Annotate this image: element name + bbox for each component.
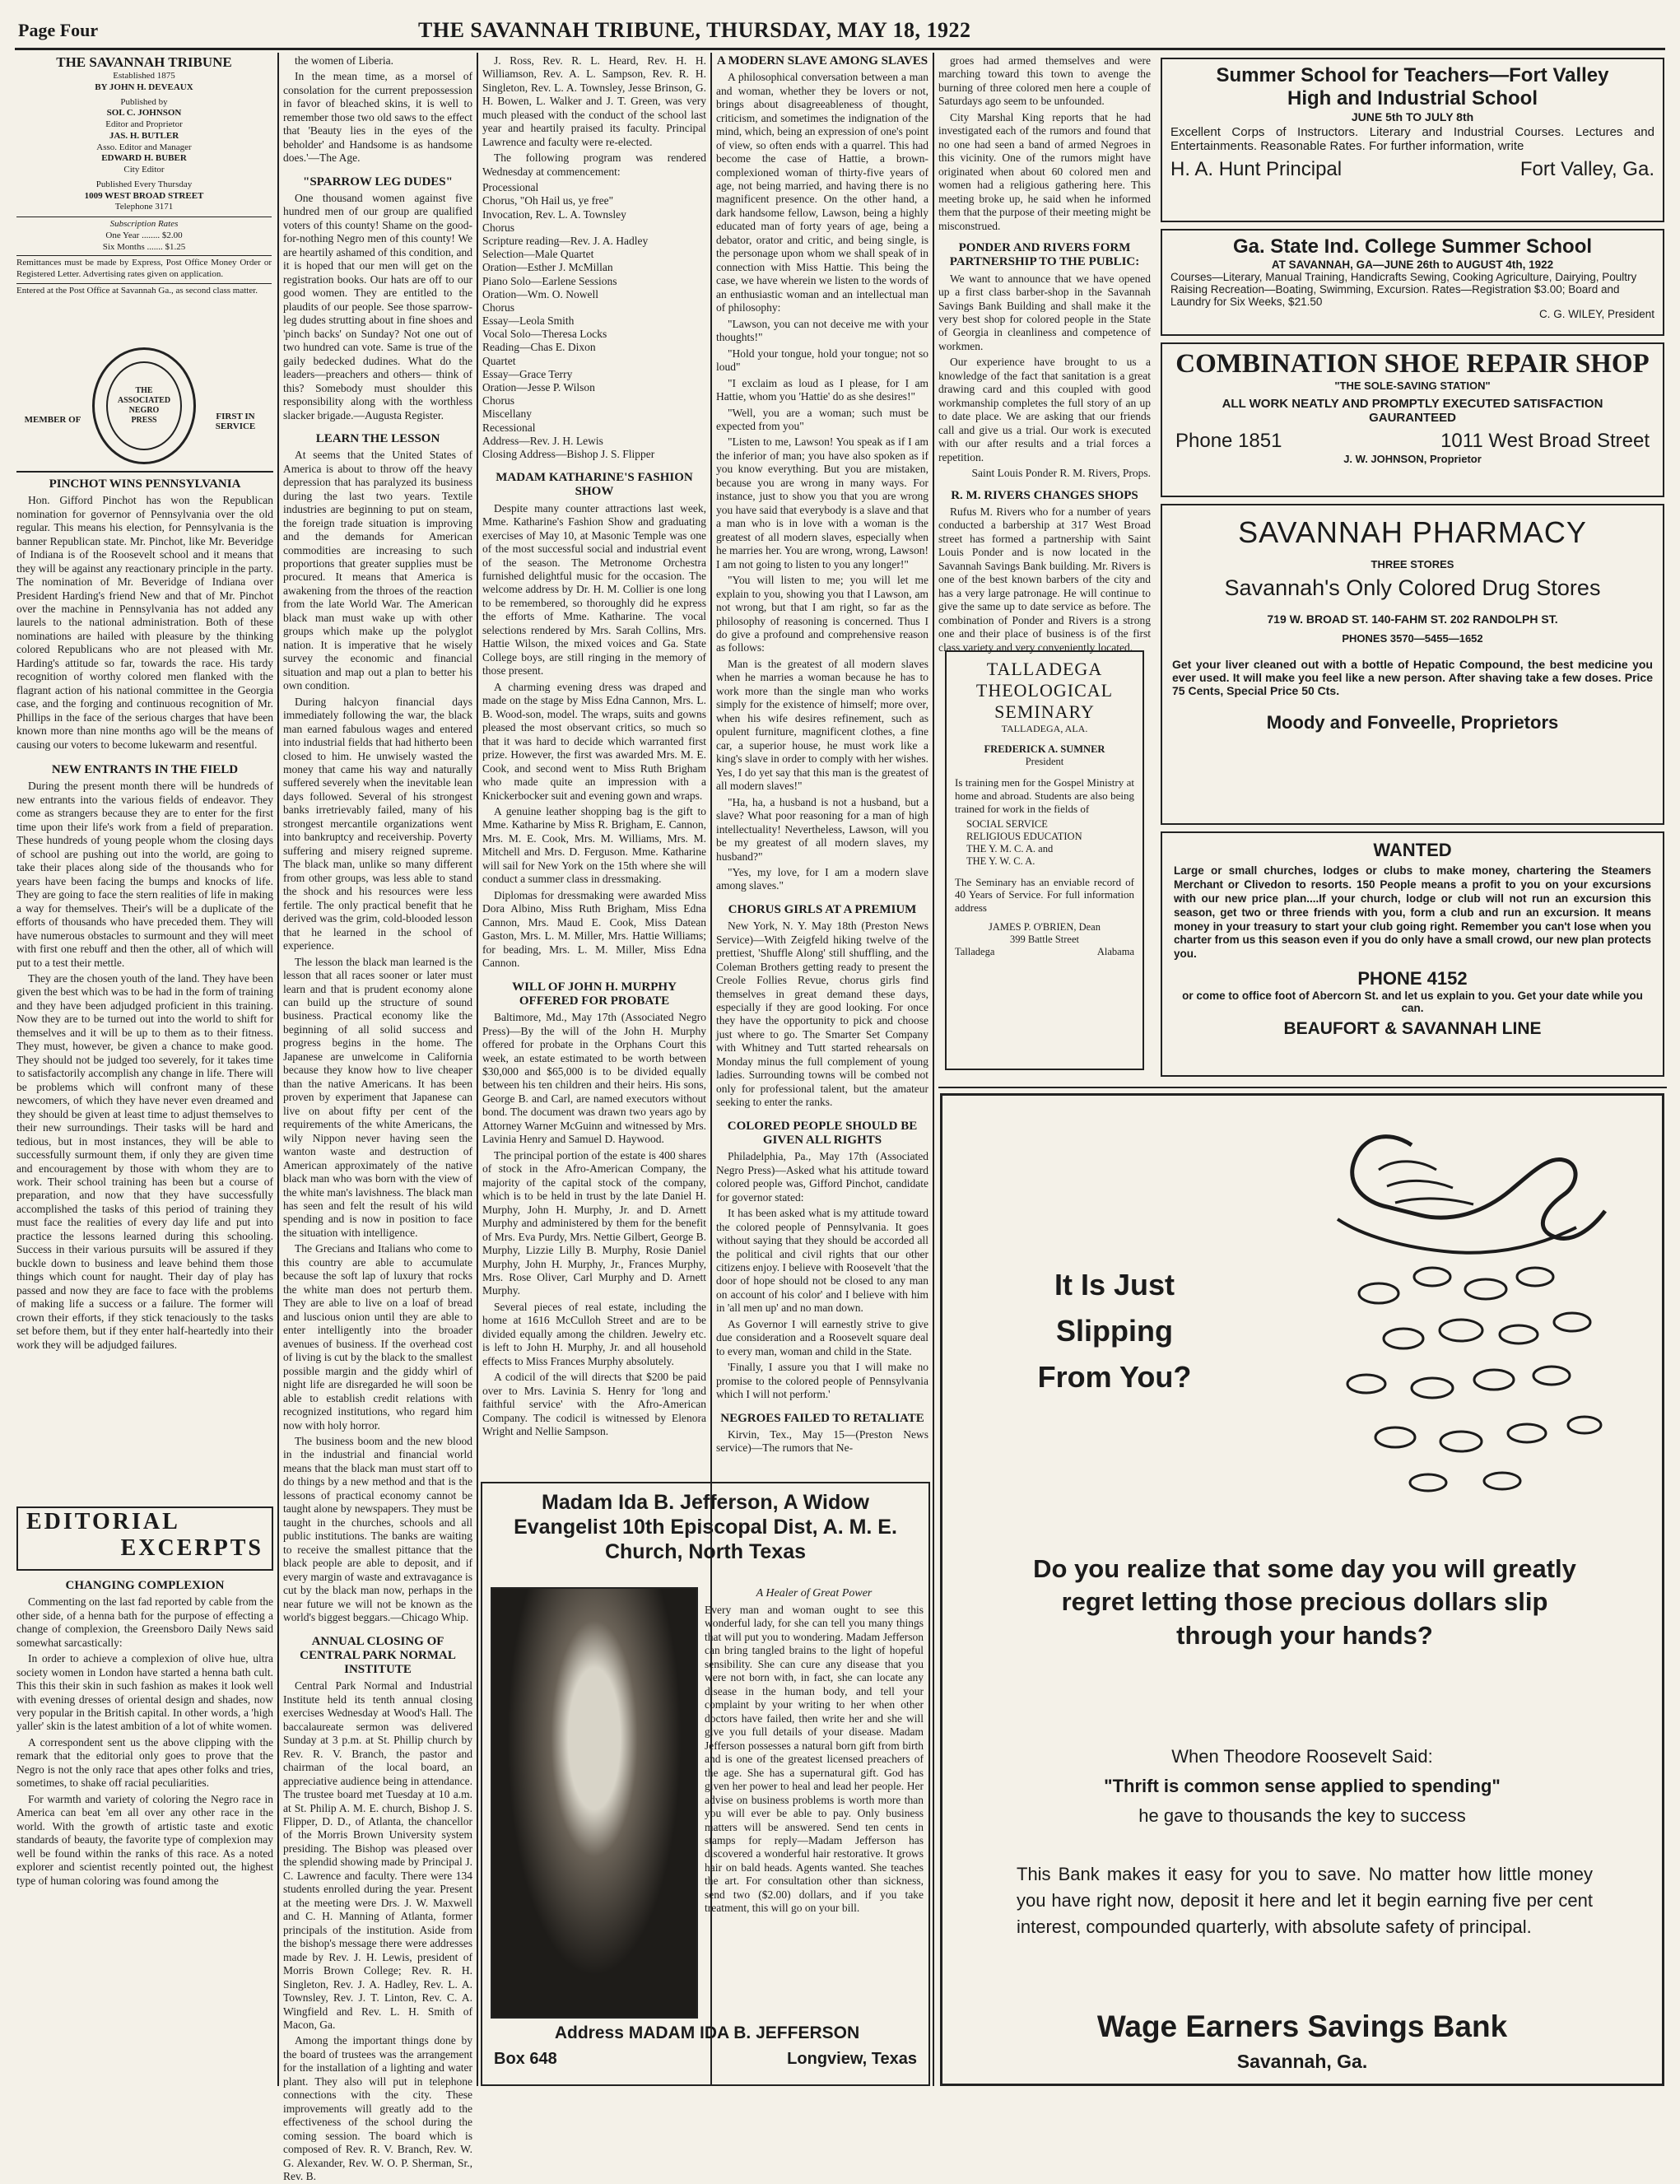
seal-left-label: MEMBER OF xyxy=(24,415,81,425)
pharmacy-owners: Moody and Fonveelle, Proprietors xyxy=(1266,712,1559,733)
editorial-excerpts-banner xyxy=(16,1506,273,1571)
talladega-dean: JAMES P. O'BRIEN, Dean xyxy=(989,921,1101,934)
article-paragraph: Man is the greatest of all modern slaves when he marries a woman because he has to work more than the single man who works simply for the existence of himself; more over, when his wife desires refinement, such as opulent furniture, magnificent clothes, a fine car, a superior house, he must work like a king's slave in order to comply with her wishes. Yes, I do yet say that this man is the greatest of all modern slaves!" xyxy=(716,657,928,793)
shoe-phone: Phone 1851 xyxy=(1175,430,1282,452)
article-paragraph: Among the important things done by the board of trustees was the arrangement for the installation of a lighting and water plant. They also will put in telephone connections with the city. These improvements will greatly add to the effectiveness of the school during the coming session. The board which is composed of Rev. R. V. Branch, Rev. W. G. Alexander, Rev. W. O. P. Sherman, Sr., Rev. B. xyxy=(283,2034,472,2183)
talladega-field: SOCIAL SERVICE xyxy=(966,817,1048,830)
program-item: Processional xyxy=(482,181,539,194)
program-item: Chorus xyxy=(482,300,515,314)
article-paragraph: Hon. Gifford Pinchot has won the Republican nomination for governor of Pennsylvania over the old regular. This means his election, for Pennsylvania is the banner Republican state. Mr. Pinchot, like Mr. Beveridge of Indiana is of the Roosevelt school and it means that they will be against any reactionary principle in the party. The nomination of Mr. Beveridge of Indiana over President Harding's friend New and that of Mr. Pinchot over the machine in Pennsylvania has not added any laurels to the national administration. Both of these nominations are hailed with pleasure by the thinking colored Republicans who are not pleased with Mr. Harding's attitude so far, towards the race. His tardy recognition of worthy colored men flanked with the flagrant action of his national committee in the Georgia case, and the forging and continuous recognition of Mr. Phillips in the face of the serious charges that have been known more than nine months ago will be the means of causing our voters to become lukewarm and resentful. xyxy=(16,494,273,751)
program-list xyxy=(482,181,706,461)
masthead-line: Published by xyxy=(120,96,168,107)
article-title: MADAM KATHARINE'S FASHION SHOW xyxy=(496,471,693,499)
article-paragraph: "Well, you are a woman; such must be expected from you" xyxy=(716,406,928,432)
program-item: Invocation, Rev. L. A. Townsley xyxy=(482,207,626,221)
shoe-title: COMBINATION SHOE REPAIR SHOP xyxy=(1175,349,1650,379)
article-paragraph: "Yes, my love, for I am a modern slave among slaves." xyxy=(716,865,928,892)
talladega-street: 399 Battle Street xyxy=(1009,934,1079,946)
bank-quote-intro: When Theodore Roosevelt Said: xyxy=(1171,1746,1433,1767)
gastate-ad xyxy=(1161,229,1664,336)
article-paragraph: They are the chosen youth of the land. They have been given the best which was to be had in the form of training and they have been adjudged proficient in this training. Now they are to be turned out into the world to shift for themselves and it will be up to them as to their fitness. They must, however, be given a chance to make good. They should not be judged too severely, for it takes time to satisfactorily accomplish any change in life. There will be problems which will confront many of these newcomers, of which they have never even dreamed and they should be given at least time to adjust themselves to their new surroundings. Their tasks will be hard and tedious, but in most instances, they will be able to successfully surmount them, if only they are given time and encouragement by those with whom they are to work. Their school training has been but a course of preparation, and now that they have successfully accomplished the tasks of this period of training they must face the realities of every day life and put into practice the lessons learned during this schooling. Success in their various pursuits will be assured if they buckle down to business and leave behind them those things which count for naught. Their day of play has passed and now they are face to face with the problems of making life a success or a failure. The former will crown their efforts, if they stick tenaciously to the tasks set before them, but if they enter half-heartedly into their work they will be adjudged failures. xyxy=(16,971,273,1351)
article-paragraph: 'Finally, I assure you that I will make no promise to the colored people of Pennsylvania which I will not perform.' xyxy=(716,1361,928,1401)
fortvalley-city: Fort Valley, Ga. xyxy=(1519,158,1654,180)
seal-right-label: FIRST IN SERVICE xyxy=(215,412,256,431)
article-paragraph: "Ha, ha, a husband is not a husband, but a slave? What poor reasoning for a man of high intellectuality! Nevertheless, Lawson, will you be my greatest of all modern slaves, my husband?" xyxy=(716,795,928,863)
article-title: CHORUS GIRLS AT A PREMIUM xyxy=(728,902,917,916)
talladega-field: RELIGIOUS EDUCATION xyxy=(966,830,1082,842)
fortvalley-text: Excellent Corps of Instructors. Literary and Industrial Courses. Lectures and Entertainments. Reasonable Rates. For further information, write xyxy=(1170,125,1654,153)
pharmacy-addresses: 719 W. BROAD ST. 140-FAHM ST. 202 RANDOLPH ST. xyxy=(1267,612,1558,626)
masthead-line: SOL C. JOHNSON xyxy=(106,108,182,119)
bank-body: This Bank makes it easy for you to save. No matter how little money you have right now, deposit it here and let it begin earning five per cent interest, compounded quarterly, with absolute safety of principal. xyxy=(1017,1864,1593,1937)
bank-ad xyxy=(940,1093,1664,2086)
bank-quote: "Thrift is common sense applied to spending" xyxy=(1104,1776,1501,1796)
column-rule xyxy=(933,53,934,2086)
program-item: Address—Rev. J. H. Lewis xyxy=(482,434,603,447)
article-paragraph: Despite many counter attractions last week, Mme. Katharine's Fashion Show and graduating exercises of May 10, at Masonic Temple was one of the most successful social and industrial event of the season. The Metronome Orchestra furnished delightful music for the occasion. The welcome address by Dr. H. M. Collier is one long to be remembered, so thoroughly did he express the efforts of Mme. Katharine. The vocal selections rendered by Mrs. Sarah Collins, Mrs. Hattie Wilson, the mixed voices and Ga. State College boys, are still ringing in the memory of those present. xyxy=(482,501,706,678)
evangelist-portrait-icon xyxy=(491,1587,698,2019)
article-paragraph: New York, N. Y. May 18th (Preston News Service)—With Zeigfeld hiking twelve of the prettiest, 'Shuffle Along' still shuffling, and the Coleman Brothers getting ready to present the Creole Follies Revue, chorus girls find themselves in great demand these days, especially if they are good looking. For once they have the opportunity to pick and choose just where to go. The Smarter Set Company with Whitney and Tutt started rehearsals on Monday minus the full complement of young ladies. Surrounding towns will be combed not only for professional talent, but the amateur seeking to enter the ranks. xyxy=(716,920,928,1109)
article-title: PINCHOT WINS PENNSYLVANIA xyxy=(49,477,241,491)
masthead-line: JAS. H. BUTLER xyxy=(109,130,179,141)
jefferson-city: Longview, Texas xyxy=(787,2050,917,2068)
masthead-founder: BY JOHN H. DEVEAUX xyxy=(95,81,193,92)
jefferson-ad xyxy=(481,1482,930,2086)
jefferson-subtitle: A Healer of Great Power xyxy=(756,1587,873,1600)
program-item: Essay—Leola Smith xyxy=(482,314,575,328)
rate-line: One Year ........ $2.00 xyxy=(105,230,183,240)
fortvalley-title: Summer School for Teachers—Fort Valley xyxy=(1216,64,1609,86)
article-paragraph: During the present month there will be hundreds of new entrants into the various fields of endeavor. They come as strangers because they are to enter for the first time upon their life's work from a field of preparation. These hundreds of young people whom the closing days of school are pushing out into the world, are going to take their places along side of the thousands who for years have been facing the bumps and knocks of life. They are going to face the stern realities of life in making a way for themselves. Their's will be a duplicate of the efforts of thousands who have preceded them. They will have numerous obstacles to surmount and they will meet with first one rebuff and then the other, all of which will put to a test their mettle. xyxy=(16,780,273,969)
fortvalley-ad xyxy=(1161,58,1664,222)
article-title: NEW ENTRANTS IN THE FIELD xyxy=(51,763,239,777)
gastate-line: AT SAVANNAH, GA—JUNE 26th to AUGUST 4th, 1922 xyxy=(1271,258,1554,271)
program-item: Piano Solo—Earlene Sessions xyxy=(482,274,617,287)
article-title: PONDER AND RIVERS FORM PARTNERSHIP TO THE PUBLIC: xyxy=(949,241,1140,269)
article-paragraph: In the mean time, as a morsel of consolation for the current prepossession in favor of bleached skins, it is well to remember those two old saws to the effect that 'Beauty lies in the eyes of the beholder' and Handsome is as handsome does.'—The Age. xyxy=(283,70,472,165)
entered-notice: Entered at the Post Office at Savannah Ga., as second class matter. xyxy=(16,285,258,296)
program-item: Oration—Esther J. McMillan xyxy=(482,261,613,274)
col2-articles xyxy=(283,54,472,2183)
masthead-line: EDWARD H. BUBER xyxy=(101,153,187,164)
bank-city: Savannah, Ga. xyxy=(1236,2051,1368,2072)
wanted-phone: PHONE 4152 xyxy=(1357,968,1468,990)
jefferson-box: Box 648 xyxy=(494,2050,557,2068)
article-paragraph: The principal portion of the estate is 400 shares of stock in the Afro-American Company, the majority of the capital stock of the company, which is to be held in trust by the late Daniel H. Murphy, John H. Murphy, Jr. and D. Arnett Murphy and administered by them for the benefit of Mrs. Eva Purdy, Mrs. Nettie Gilbert, George B. Murphy, Lizzie Lilly B. Murphy, Rosie Daniel Murphy, John H. Murphy, Jr., Frances Murphy, Mrs. Rose Oliver, Carl Murphy and D. Arnett Murphy. xyxy=(482,1148,706,1297)
article-title: WILL OF JOHN H. MURPHY OFFERED FOR PROBATE xyxy=(512,980,677,1008)
article-paragraph: In order to achieve a complexion of olive hue, ultra society women in London have started a henna bath cult. This this their skin in such fashion as makes it look well with evening dresses of oriental design and shades, now very popular in the British capital. In other words, a 'high yaller' skin is the latest ambition of a lot of white women. xyxy=(16,1652,273,1733)
program-item: Scripture reading—Rev. J. A. Hadley xyxy=(482,234,649,247)
gastate-signature: C. G. WILEY, President xyxy=(1538,308,1654,320)
article-paragraph: The Grecians and Italians who come to this country are able to accumulate because the soft lap of luxury that rocks the white man does not perturb them. They are able to live on a loaf of bread and luscious onion until they are able to enter intelligently into the broader avenues of business. If the overhead cost of living is cut by the black to the smallest possible margin and the giddy whirl of night life are disregarded he will soon be able to establish credit relations with recognized institutions, who regard him now with holy horror. xyxy=(283,1242,472,1432)
program-item: Essay—Grace Terry xyxy=(482,367,573,380)
slogan-line: From You? xyxy=(1037,1359,1192,1394)
article-paragraph: A codicil of the will directs that $200 be paid over to Mrs. Lavinia S. Henry for 'long and faithful service' with the Afro-American Company. The codicil is witnessed by Elenora Wright and Nellie Sampson. xyxy=(482,1371,706,1438)
pharmacy-line: Savannah's Only Colored Drug Stores xyxy=(1224,575,1601,600)
press-seal xyxy=(16,346,272,469)
article-paragraph: A genuine leather shopping bag is the gift to Mme. Katharine by Miss R. Brigham, E. Cannon, Mrs. M. E. Cook, Mrs. M. Williams, Mrs. M. Mitchell and Mrs. D. Ferguson. Mme. Katharine will sail for New York on the 15th where she will conduct a summer class in dressmaking. xyxy=(482,804,706,886)
article-paragraph: Our experience have brought to us a knowledge of the fact that sanitation is a great drawing card and this coupled with good workmanship completes the full story of an up to date place. We are asking that our friends call and give us a trial. Our work is executed with our after results and a trial forces a repetition. xyxy=(938,356,1151,463)
article-paragraph: Saint Louis Ponder R. M. Rivers, Props. xyxy=(971,467,1151,480)
bank-headline: Do you realize that some day you will greatly regret letting those precious dollars slip through your hands? xyxy=(1033,1554,1576,1650)
shoe-repair-ad xyxy=(1161,342,1664,497)
article-title: COLORED PEOPLE SHOULD BE GIVEN ALL RIGHTS xyxy=(727,1119,918,1147)
shoe-owner: J. W. JOHNSON, Proprietor xyxy=(1343,453,1482,465)
slogan-line: Slipping xyxy=(1056,1313,1173,1348)
talladega-field: THE Y. M. C. A. and xyxy=(966,842,1054,855)
wanted-office: or come to office foot of Abercorn St. and let us explain to you. Get your date while you can. xyxy=(1182,990,1643,1015)
article-paragraph: Commenting on the last fad reported by cable from the other side, of a henna bath for the purpose of effecting a change of complexion, the Greensboro Daily News said somewhat sarcastically: xyxy=(16,1595,273,1649)
article-paragraph: The lesson the black man learned is the lesson that all races sooner or later must learn and that is prudent economy alone can build up the structure of sound business. Practical economy like the beginning of all solid success and progress begins in the home. The Japanese are unwelcome in California because they know how to live cheaper than the native Americans. It has been proven by experiment that Japanese can live on about fifty per cent of the requirements of the white Americans, the wily Nippon never having seen the wanton waste and destruction of American approximately of the native black man who was born with the view of the white man's lavishness. The black man has seen and felt the result of his wild spending and is now in position to face the situation with intelligence. xyxy=(283,955,472,1239)
masthead-line: Telephone 3171 xyxy=(114,202,174,212)
article-paragraph: Kirvin, Tex., May 15—(Preston News service)—The rumors that Ne- xyxy=(716,1427,928,1455)
article-paragraph: "Lawson, you can not deceive me with your thoughts!" xyxy=(716,317,928,344)
excerpts-heading: EXCERPTS xyxy=(120,1534,263,1561)
gastate-title: Ga. State Ind. College Summer School xyxy=(1232,235,1593,258)
article-paragraph: It has been asked what is my attitude toward the colored people of Pennsylvania. It goes without saying that they should be accorded all the political and civil rights that our other citizens enjoy. I believe with Roosevelt 'that the door of hope should not be closed to any man on account of his color' and I believe with him in 'all men up' and no man down. xyxy=(716,1207,928,1315)
masthead-name: THE SAVANNAH TRIBUNE xyxy=(56,54,232,70)
program-item: Oration—Wm. O. Nowell xyxy=(482,287,598,300)
article-paragraph: City Marshal King reports that he had investigated each of the rumors and found that no one had seen a band of armed Negroes in this vicinity. One of the rumors might have originated when about 60 colored men and women had a religious gathering here. This meeting broke up, he said when he informed them that the purpose of their meeting might be misconstrued. xyxy=(938,110,1151,232)
pharmacy-ad xyxy=(1161,504,1664,825)
article-paragraph: "I exclaim as loud as I please, for I am Hattie, whom you 'Hattie' do as she desires!" xyxy=(716,376,928,403)
remittance-notice: Remittances must be made by Express, Post Office Money Order or Registered Letter. Advertising rates given on application. xyxy=(16,258,272,279)
article-paragraph: "You will listen to me; you will let me explain to you, showing you that I Lawson, am not wrong, but that I am right, so far as the philosophy of reasoning is concerned. Thus I do give a profound and comprehensive reason as follows: xyxy=(716,574,928,654)
program-item: Recessional xyxy=(482,421,536,434)
bank-quote-after: he gave to thousands the key to success xyxy=(1138,1805,1466,1826)
program-item: Vocal Solo—Theresa Locks xyxy=(482,328,607,341)
column-rule xyxy=(277,53,279,2086)
wanted-text: Large or small churches, lodges or clubs to make money, chartering the Steamers Merchant or Clivedon to resorts. 150 People means a profit to you on your excursions with our new price plan....If your church, lodge or club will not run an excursion this season, get two or three friends with you, form a club and run an excursion. It means money in your treasury to start your club going right. Remember you can't lose when you charter from us this season even if you do only have a small crowd, our new plan protects you. xyxy=(1174,864,1651,961)
article-paragraph: One thousand women against five hundred men of our group are qualified voters of this county! Shame on the good-for-nothing Negro men of this county! We are heartily ashamed of this condition, and it is hoped that our men will get on the registration books. Our hats are off to our good women. They are entitled to the plaudits of our people. See those sparrow-leg dudes strutting about in fine shoes and 'pinch backs' on Sunday? Not one out of two hundred can vote. Same is true of the gaily bedecked dudines. What do the leaders—preachers and others— think of this? Somebody must shoulder this responsibility along with the worthless slacker brigade.—Augusta Register. xyxy=(283,192,472,421)
article-title: A MODERN SLAVE AMONG SLAVES xyxy=(716,54,928,68)
article-title: "SPARROW LEG DUDES" xyxy=(303,175,453,189)
article-title: CHANGING COMPLEXION xyxy=(65,1579,225,1592)
header-rule xyxy=(15,48,1665,50)
article-paragraph: Rufus M. Rivers who for a number of years conducted a barbership at 317 West Broad street has formed a partnership with Saint Louis Ponder and is now located in the Savannah Savings Bank building. Mr. Rivers is one of the best known barbers of the city and has a very large patronage. He will continue to give the same up to date service as before. The combination of Ponder and Rivers is a strong one and their place of business is of the first class variety and very conveniently located. xyxy=(938,505,1151,654)
divider xyxy=(16,471,273,473)
seal-text: THE ASSOCIATED NEGRO PRESS xyxy=(117,386,171,425)
pharmacy-title: SAVANNAH PHARMACY xyxy=(1238,515,1587,549)
fortvalley-dates: JUNE 5th TO JULY 8th xyxy=(1351,110,1474,123)
article-title: R. M. RIVERS CHANGES SHOPS xyxy=(951,488,1138,502)
program-item: Chorus xyxy=(482,221,515,234)
talladega-name: THEOLOGICAL xyxy=(975,680,1114,701)
article-paragraph: The following program was rendered Wednesday at commencement: xyxy=(482,151,706,178)
wanted-line: BEAUFORT & SAVANNAH LINE xyxy=(1283,1019,1542,1039)
article-paragraph: Several pieces of real estate, including the home at 1616 McCulloh Street and are to be divided equally among the children. Jewelry etc. is left to John H. Murphy, Jr. and all household effects to Miss Frances Murphy absolutely. xyxy=(482,1300,706,1367)
article-paragraph: the women of Liberia. xyxy=(295,54,393,67)
talladega-ad xyxy=(945,650,1144,1070)
article-paragraph: At seems that the United States of America is about to throw off the heavy depression that has paralyzed its business during the last two years. Textile industries are beginning to put on steam, the foreign trade situation is improving and the demands for American commodities are increasing to such proportions that greater supplies must be procured. It means that America is awakening from the throes of the reaction from the late World War. The American black man must wake up with other groups which make up the polyglot nation. It is imperative that he wisely survey the economic and financial situation and map out a plan to better his own condition. xyxy=(283,449,472,692)
divider xyxy=(938,1087,1667,1088)
program-item: Quartet xyxy=(482,354,516,367)
talladega-text: Is training men for the Gospel Ministry at home and abroad. Students are also being trained for work in the fields of xyxy=(955,776,1134,815)
talladega-state: Alabama xyxy=(1096,946,1134,958)
shoe-address: 1011 West Broad Street xyxy=(1440,430,1650,452)
program-item: Reading—Chas E. Dixon xyxy=(482,341,596,354)
bank-name: Wage Earners Savings Bank xyxy=(1096,2009,1508,2043)
rate-line: Six Months ....... $1.25 xyxy=(102,241,186,252)
hand-coins-icon xyxy=(1288,1112,1642,1499)
talladega-place: TALLADEGA, ALA. xyxy=(1001,723,1088,734)
jefferson-address: Address MADAM IDA B. JEFFERSON xyxy=(554,2023,860,2042)
program-item: Selection—Male Quartet xyxy=(482,248,594,261)
pharmacy-stores: THREE STORES xyxy=(1371,558,1454,570)
masthead-line: Asso. Editor and Manager xyxy=(96,142,192,152)
slogan-line: It Is Just xyxy=(1054,1268,1175,1302)
article-paragraph: Central Park Normal and Industrial Institute held its tenth annual closing exercises Wednesday at Wood's Hall. The baccalaureate sermon was delivered Sunday at 3 p.m. at St. Phillip church by Rev. R. V. Branch, the pastor and chairman of the local board, an appreciative audience being in attendance. The trustee board met Tuesday at 10 a.m. at St. Philip A. M. E. church, Bishop J. S. Flipper, D. D., of Atlanta, the chancellor of the Morris Brown University system presiding. The Bishop was pleased over the splendid showing made by Principal J. C. Lawrence and faculty. There were 134 students enrolled during the year. Present at the meeting were Drs. J. W. Maxwell and C. H. Manning of Atlanta, former principals of the institution. Aside from the bishop's message there were addresses made by Rev. J. H. Lewis, president of Morris Brown College; Rev. R. H. Singleton, Rev. J. A. Hadley, Rev. L. A. Townsley, Rev. J. T. Linton, Rev. C. A. Wingfield and Rev. L. H. Smith of Macon, Ga. xyxy=(283,1679,472,2031)
article-title: LEARN THE LESSON xyxy=(315,431,440,445)
page-number: Page Four xyxy=(18,20,99,40)
article-paragraph: A charming evening dress was draped and made on the stage by Miss Edna Cannon, Mrs. L. B. Wood-son, model. The wraps, suits and gowns pleased the most observant critics, so much so that it was hard to decide which warranted first prize. However, the first was awarded Mrs. M. E. Cook, and second went to Miss Ruth Brigham who made quite an impression with a Knickerbocker suit and evening gown and wraps. xyxy=(482,680,706,802)
talladega-field: THE Y. W. C. A. xyxy=(966,855,1035,867)
program-item: Closing Address—Bishop J. S. Flipper xyxy=(482,447,655,460)
article-paragraph: A philosophical conversation between a man and woman, whether they be lovers or not, brings about disagreeableness of thought, criticism, and sometimes the indignation of the mind, which, being an expression of one's point of view, so often ends with a quarrel. This had become the case of Hattie, a brown-complexioned woman of thirty-five years of age, not being married, and having there is no magnificent presence. On the other hand, a dark handsome fellow, Lawson, being a highly educated man of forty years of age, being a debator, orator and critic, and being single, is the personage upon whom we shall speak of in connection with Miss Hattie. This being the case, we have wherein we listen to the words of an enthusiastic woman and an intellectual man of philosophy: xyxy=(716,71,928,314)
shoe-line: ALL WORK NEATLY AND PROMPTLY EXECUTED SATISFACTION GAURANTEED xyxy=(1222,397,1603,425)
paper-title: THE SAVANNAH TRIBUNE, THURSDAY, MAY 18, 1922 xyxy=(418,18,971,42)
editorial-heading: EDITORIAL xyxy=(26,1509,180,1534)
wanted-ad xyxy=(1161,831,1664,1077)
article-paragraph: Philadelphia, Pa., May 17th (Associated Negro Press)—Asked what his attitude toward colored people was, Gifford Pinchot, candidate for governor stated: xyxy=(716,1150,928,1204)
program-item: Oration—Jesse P. Wilson xyxy=(482,381,595,394)
talladega-name: TALLADEGA xyxy=(986,659,1103,679)
bank-slogan xyxy=(979,1262,1250,1399)
article-title: ANNUAL CLOSING OF CENTRAL PARK NORMAL INSTITUTE xyxy=(300,1634,456,1677)
article-paragraph: For warmth and variety of coloring the Negro race in America can beat 'em all over any other race in the world. With the growth of artistic taste and exotic standards of beauty, the favorite type of complexion may well be found within the ranks of this race. As a noted explorer and scientist recently pointed out, the highest type of human coloring was found among the xyxy=(16,1792,273,1887)
jefferson-text: Every man and woman ought to see this wonderful lady, for she can tell you many things that will put you to wondering. Madam Jefferson can bring tangled brains to the light of hopeful sensibility. She can cure any disease that you were not born with, in fact, she can locate any disease in the human body, and tell your complaint by your writing to her when other doctors have failed, then write her and she will give you full details of your disease. Madam Jefferson possesses a natural born gift from birth and is one of the greatest licensed preachers of the age. She has a supernatural gift. God has given her power to heal and lead her people. Her advise on business problems is worth more than you will ever be able to pay. Only business matters will be answered. Send ten cents in stamps for reply—Madam Jefferson has discovered a wonderful hair restorative. It grows hair on bald heads. Agents wanted. She teaches the art. For consultation other than sickness, send two ($2.00) dollars, and if you take treatment, this will go on your bill. xyxy=(705,1604,924,1915)
masthead-line: City Editor xyxy=(123,165,165,175)
article-paragraph: "Hold your tongue, hold your tongue; not so loud" xyxy=(716,347,928,374)
page-header xyxy=(15,15,1665,48)
seal-emblem-icon xyxy=(92,347,196,464)
article-paragraph: Baltimore, Md., May 17th (Associated Negro Press)—By the will of the John H. Murphy offered for probate in the Orphans Court this week, an estate estimated to be worth between $30,000 and $65,000 is to be divided equally between his ten children and their heirs. His sons, George B. and Carl, are named executors without bond. The document was drawn two years ago by Attorney Warner McGuinn and witnessed by Mrs. Lavinia Henry and Samuel D. Haywood. xyxy=(482,1011,706,1146)
pharmacy-phones: PHONES 3570—5455—1652 xyxy=(1342,632,1483,645)
talladega-president-title: President xyxy=(1025,756,1064,767)
rates-title: Subscription Rates xyxy=(109,219,179,229)
article-paragraph: A correspondent sent us the above clipping with the remark that the editorial only goes to prove that the Negro is not the only race that apes other folks and tries, sometimes, to shake off racial peculiarities. xyxy=(16,1735,273,1790)
gastate-text: Courses—Literary, Manual Training, Handicrafts Sewing, Cooking Agriculture, Dairying, Poultry Raising Recreation—Boating, Swimming, Excursion. Rates—Registration $3.00; Board and Laundry for Six Weeks, $21.50 xyxy=(1170,271,1637,308)
pharmacy-text: Get your liver cleaned out with a bottle of Hepatic Compound, the best medicine you ever used. It will make you feel like a new person. After shaving take a few doses. Price 75 Cents, Special Price 50 Cts. xyxy=(1172,658,1653,697)
masthead-line: Editor and Proprietor xyxy=(105,119,183,129)
program-item: Chorus, "Oh Hail us, ye free" xyxy=(482,194,614,207)
col4-articles xyxy=(716,54,928,1479)
wanted-title: WANTED xyxy=(1373,840,1452,860)
col1-articles xyxy=(16,474,273,1503)
fortvalley-principal: H. A. Hunt Principal xyxy=(1170,158,1343,180)
article-paragraph: groes had armed themselves and were marching toward this town to avenge the burning of three colored men here a couple of Saturdays ago seem to be unfounded. xyxy=(938,54,1151,108)
article-paragraph: Diplomas for dressmaking were awarded Miss Dora Albino, Miss Ruth Brigham, Miss Edna Cannon, Mrs. Maud E. Cook, Miss Datean Gaston, Mrs. L. M. Miller, Mrs. Hattie Williams; for beading, Mrs. L. M. Miller, Miss Edna Cannon. xyxy=(482,888,706,970)
talladega-city: Talladega xyxy=(955,946,995,958)
col5-articles xyxy=(938,54,1151,654)
jefferson-title: Madam Ida B. Jefferson, A Widow Evangelist 10th Episcopal Dist, A. M. E. Church, North Texas xyxy=(514,1491,897,1563)
talladega-record: The Seminary has an enviable record of 40 Years of Service. For full information address xyxy=(955,875,1134,915)
article-paragraph: "Listen to me, Lawson! You speak as if I am the inferior of man; you have also spoken as if you know everything. But you are mistaken, because you are wrong in many ways. For instance, just to show you that you are wrong you have said that everybody is a slave and that a man who is in love with a woman is the greatest of all modern slaves, especially when he marries her. You are wrong, wrong, Lawson! I am not going to listen to you any longer!" xyxy=(716,435,928,570)
article-paragraph: As Governor I will earnestly strive to give due consideration and a Roosevelt square deal to every man, woman and child in the State. xyxy=(716,1317,928,1357)
program-item: Miscellany xyxy=(482,407,532,421)
col3-articles xyxy=(482,54,706,1479)
masthead-line: Published Every Thursday xyxy=(95,179,193,189)
program-item: Chorus xyxy=(482,394,515,407)
masthead-established: Established 1875 xyxy=(113,71,175,81)
article-paragraph: J. Ross, Rev. R. L. Heard, Rev. H. H. Williamson, Rev. A. L. Sampson, Rev. R. H. Singleton, Rev. L. A. Townsley, Jesse Brinson, G. H. Bowen, L. Walker and J. T. Green, was very much pleased with the conduct of the school last year and heartily praised its faculty. Principal Lawrence and faculty were re-elected. xyxy=(482,54,706,148)
talladega-name: SEMINARY xyxy=(994,701,1095,722)
col1-excerpts xyxy=(16,1576,273,2086)
article-paragraph: The business boom and the new blood in the industrial and financial world means that the black man must start off to do things by a new method and that is the lessons of practical economy cannot be taught alone by newspapers. They must be taught in the churches, schools and all public institutions. The banks are waiting to receive the smallest pittance that the black people are able to deposit, and if every margin of waste and extravagance is cut by the black man now, perhaps in the near future we will not be known as the world's biggest beggars.—Chicago Whip. xyxy=(283,1434,472,1624)
masthead-line: 1009 WEST BROAD STREET xyxy=(84,190,204,201)
article-title: NEGROES FAILED TO RETALIATE xyxy=(720,1411,924,1425)
talladega-president: FREDERICK A. SUMNER xyxy=(984,743,1105,755)
shoe-sub: "THE SOLE-SAVING STATION" xyxy=(1334,380,1491,392)
column-rule xyxy=(477,53,478,2086)
fortvalley-title: High and Industrial School xyxy=(1287,87,1538,109)
article-paragraph: We want to announce that we have opened up a first class barber-shop in the Savannah Savings Bank Building and shall make it the very best shop for colored people in the State of Georgia in cleanliness and competence of workmen. xyxy=(938,272,1151,352)
article-paragraph: During halcyon financial days immediately following the war, the black man earned fabulous wages and entered into industrial fields that had hitherto been closed to him. He unwisely wasted the money that came his way and naturally suffered severely when the inevitable lean days followed. Several of his strongest banks irretrievably failed, many of his strongest mercantile organizations went into bankruptcy and receivership. Poverty suffering and misery reigned supreme. The black man, unlike so many different from other groups, was less able to stand the shock and his resources were less fertile. The only practical benefit that he derived was the grim, cold-blooded lesson that he learned in the school of experience. xyxy=(283,695,472,952)
masthead xyxy=(16,54,272,342)
